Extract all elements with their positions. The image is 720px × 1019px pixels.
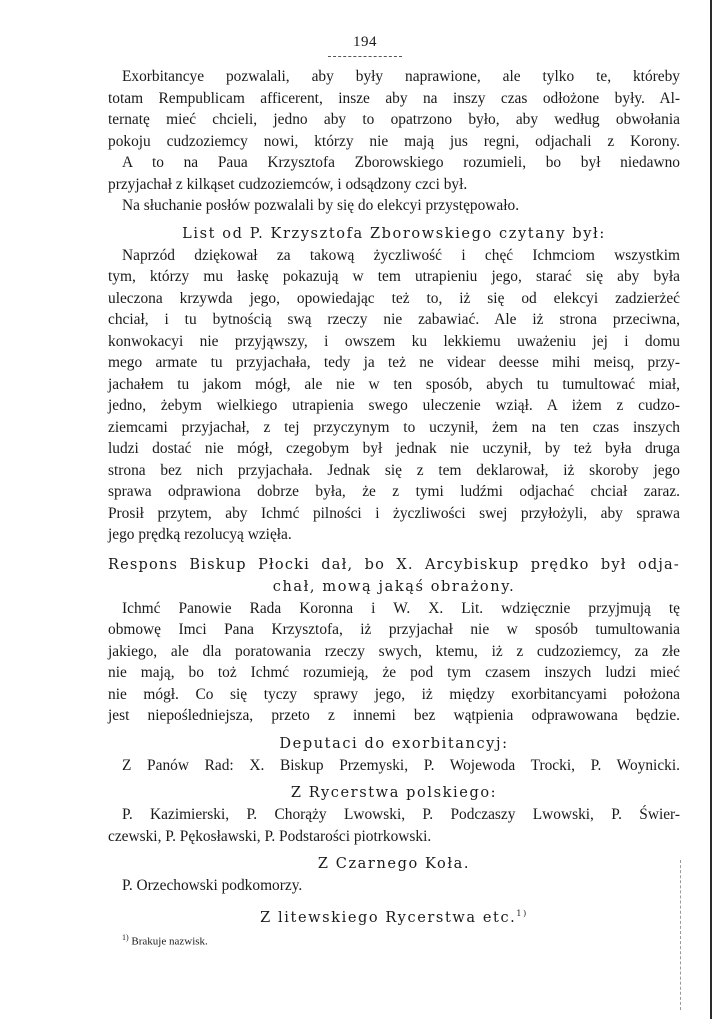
text-line: Prosił przytem, aby Ichmć pilności i życzliwości swej przyłożyli, aby sprawa bbox=[108, 504, 680, 522]
text-line: Ichmć Panowie Rada Koronna i W. X. Lit. wdzięcznie przyjmują tę bbox=[122, 599, 680, 617]
text-line: sprawa odprawiona dobrze była, że z tymi ludźmi odjachać chciał zaraz. bbox=[108, 483, 680, 500]
paragraph-sluchanie bbox=[108, 195, 680, 217]
text-line: strona bez nich przyjachała. Jednak się z tem deklarował, iż skoroby jego bbox=[108, 461, 680, 479]
text-line: ternatę mieć chcieli, jedno aby to opatrzono było, aby według obwołania bbox=[108, 111, 680, 128]
text-line: mego armate tu przyjachała, tedy ja też ne videar deesse mihi meisq, przy- bbox=[108, 354, 680, 371]
deputies-czarnego-kola: P. Orzechowski podkomorzy. bbox=[122, 877, 303, 894]
section-heading-respons: Respons Biskup Płocki dał, bo X. Arcybiskup prędko był odja- bbox=[108, 556, 680, 573]
deputies-panow-rad: Z Panów Rad: X. Biskup Przemyski, P. Wojewoda Trocki, P. Woynicki. bbox=[122, 756, 680, 774]
section-heading-deputaci: Deputaci do exorbitancyj: bbox=[279, 735, 509, 752]
text-line: tym, którzy mu łaskę pokazują w tem utrapieniu jego, starać się aby była bbox=[108, 268, 680, 285]
text-line: jakiego, ale dla poratowania rzeczy swych, ktemu, iż z cudzoziemcy, za złe bbox=[108, 642, 680, 660]
text-line: obmowę Imci Pana Krzysztofa, iż przyjachał nie w sposób tumultowania bbox=[108, 621, 680, 638]
text-line: totam Rempublicam afficerent, insze aby na inszy czas odłożone były. Al- bbox=[108, 89, 680, 107]
text-line: A to na Paua Krzysztofa Zborowskiego rozumieli, bo był niedawno bbox=[122, 154, 680, 171]
text-line: czewski, P. Pękosławski, P. Podstarości piotrkowski. bbox=[108, 827, 432, 845]
paragraph-exorbitancye bbox=[108, 66, 680, 152]
section-heading-list: List od P. Krzysztofa Zborowskiego czytany był: bbox=[182, 225, 606, 242]
document-body bbox=[108, 66, 680, 925]
heading-text: Z litewskiego Rycerstwa etc. bbox=[260, 909, 517, 926]
text-line: nie mógł. Co się tyczy sprawy jego, iż między exorbitancyami położona bbox=[108, 685, 680, 703]
text-line: jedno, żebym wielkiego utrapienia swego uleczenie wziął. A iżem z cudzo- bbox=[108, 397, 680, 414]
footnote bbox=[122, 933, 208, 948]
section-heading-rycerstwa-polskiego: Z Rycerstwa polskiego: bbox=[290, 785, 498, 801]
text-line: pokoju cudzoziemcy nowi, którzy nie mają jus regni, odjachali z Korony. bbox=[108, 132, 680, 150]
section-heading-litewskiego bbox=[108, 903, 680, 925]
page-binding-edge bbox=[710, 0, 712, 1019]
section-heading-respons-cont: chał, mową jakąś obrażony. bbox=[272, 578, 516, 595]
section-heading-czarnego-kola: Z Czarnego Koła. bbox=[317, 856, 471, 872]
text-line: przyjachał z kilkąset cudzoziemców, i odsądzony czci był. bbox=[108, 175, 468, 193]
text-line: nie mają, bo toż Ichmć rozumieją, że pod tym czasem inszych ludzi mieć bbox=[108, 664, 680, 681]
text-line: Naprzód dziękował za takową życzliwość i chęć Ichmciom wszystkim bbox=[122, 246, 680, 264]
text-line: ziemcami przyjachał, z tej przyczynym to uczynił, żem na ten czas inszych bbox=[108, 418, 680, 436]
text-line: uleczona krzywda jego, opowiedając też to, iż się od elekcyi zadzierżeć bbox=[108, 289, 680, 307]
page-number: 194 bbox=[353, 34, 377, 50]
footnote-text: Brakuje nazwisk. bbox=[131, 935, 208, 948]
text-line: chciał, i tu bytnością swą rzeczy nie zabawiać. Ale iż strona przeciwna, bbox=[108, 311, 680, 328]
text-line: P. Kazimierski, P. Chorąży Lwowski, P. Podczaszy Lwowski, P. Świer- bbox=[122, 806, 680, 823]
text-line: Exorbitancye pozwalali, aby były naprawione, ale tylko te, któreby bbox=[122, 68, 680, 85]
text-line: konwokacyi nie przyjąwszy, i owszem ku lekkiemu uważeniu jej i domu bbox=[108, 332, 680, 350]
paragraph-respons-content bbox=[108, 598, 680, 727]
footnote-reference[interactable]: 1) bbox=[516, 908, 528, 918]
text-line: jachałem tu jakom mógł, ale nie w ten sposób, abych tu tumultować miał, bbox=[108, 375, 680, 393]
text-line: Na słuchanie posłów pozwalali by się do elekcyi przystępowało. bbox=[122, 197, 520, 214]
text-line: ludzi dostać nie mógł, czegobym był jednak nie uczynił, by też była druga bbox=[108, 440, 680, 457]
text-line: jego prędką rezolucyą wzięła. bbox=[108, 526, 292, 543]
footnote-marker: 1) bbox=[122, 933, 129, 942]
text-line: jest niepośledniejsza, przeto z innemi bez wątpienia odprawowana będzie. bbox=[108, 707, 680, 724]
margin-mark bbox=[680, 860, 681, 1010]
paragraph-list-content bbox=[108, 245, 680, 546]
page-number-rule bbox=[328, 56, 402, 57]
paragraph-zborowski bbox=[108, 152, 680, 195]
